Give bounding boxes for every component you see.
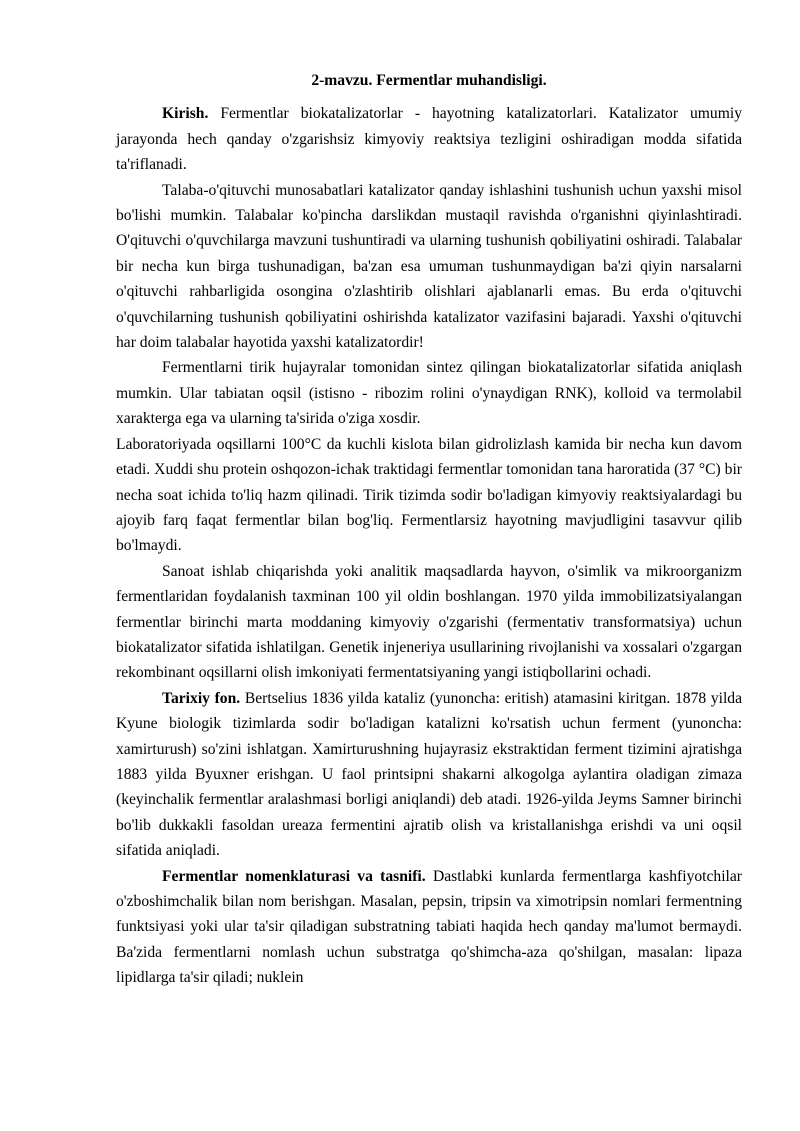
paragraph-laboratory [116,432,742,559]
document-page [116,68,742,991]
paragraph-text: Laboratoriyada oqsillarni 100°C da kuchli kislota bilan gidrolizlash kamida bir necha kun davom etadi. Xuddi shu protein oshqozon-ichak traktidagi fermentlar tomonidan tana haroratida (37 °C) bir necha soat ichida to'liq hazm qilinadi. Tirik tizimda sodir bo'ladigan kimyoviy reaktsiyalardagi bu ajoyib farq faqat fermentlar bilan bog'liq. Fermentlarsiz hayotning mavjudligini tasavvur qilib bo'lmaydi. [116,435,742,555]
paragraph-history [116,686,742,864]
paragraph-text: Talaba-o'qituvchi munosabatlari katalizator qanday ishlashini tushunish uchun yaxshi misol bo'lishi mumkin. Talabalar ko'pincha darslikdan mustaqil ravishda o'rganishni qiyinlashtiradi. O'qituvchi o'quvchilarga mavzuni tushuntiradi va ularning tushunish qobiliyatini oshiradi. Talabalar bir necha kun birga tushunadigan, ba'zan esa umuman tushunmaydigan ba'zi qiyin narsalarni o'qituvchi rahbarligida osongina o'zlashtirib olishlari ajablanarli emas. Bu erda o'qituvchi o'quvchilarning tushunish qobiliyatini oshirishda katalizator vazifasini bajaradi. Yaxshi o'qituvchi har doim talabalar hayotida yaxshi katalizatordir! [116,181,742,352]
document-title: 2-mavzu. Fermentlar muhandisligi. [311,72,547,89]
paragraph-teacher-analogy [116,178,742,356]
paragraph-introduction [116,101,742,177]
paragraph-text: Sanoat ishlab chiqarishda yoki analitik maqsadlarda hayvon, o'simlik va mikroorganizm fermentlaridan foydalanish taxminan 100 yil oldin boshlangan. 1970 yilda immobilizatsiyalangan fermentlar birinchi marta moddaning kimyoviy o'zgarishi (fermentativ transformatsiya) uchun biokatalizator sifatida ishlatilgan. Genetik injeneriya usullarining rivojlanishi va xossalari o'zgargan rekombinant oqsillarni olish imkoniyati fermentatsiyaning yangi istiqbollarini ochadi. [116,562,742,682]
paragraph-lead: Kirish. [162,105,209,123]
paragraph-text: Fermentlar biokatalizatorlar - hayotning katalizatorlari. Katalizator umumiy jarayonda hech qanday o'zgarishsiz kimyoviy reaktsiya tezligini oshiradigan modda sifatida ta'riflanadi. [116,105,742,174]
paragraph-industry [116,559,742,686]
paragraph-text: Fermentlarni tirik hujayralar tomonidan sintez qilingan biokatalizatorlar sifatida aniqlash mumkin. Ular tabiatan oqsil (istisno - ribozim rolini o'ynaydigan RNK), kolloid va termolabil xarakterga ega va ularning ta'sirida o'ziga xosdir. [116,359,742,428]
paragraph-lead: Fermentlar nomenklaturasi va tasnifi. [162,867,426,885]
paragraph-text: Dastlabki kunlarda fermentlarga kashfiyotchilar o'zboshimchalik bilan nom berishgan. Masalan, pepsin, tripsin va ximotripsin nomlari fermentning funktsiyasi yoki ular ta'sir qiladigan substratning tabiati haqida hech qanday ma'lumot bermaydi. Ba'zida fermentlarni nomlash uchun substratga qo'shimcha-aza qo'shilgan, masalan: lipaza lipidlarga ta'sir qiladi; nuklein [116,867,742,987]
paragraph-nomenclature [116,864,742,991]
paragraph-lead: Tarixiy fon. [162,689,241,707]
paragraph-enzyme-definition [116,355,742,431]
paragraph-text: Bertselius 1836 yilda kataliz (yunoncha: eritish) atamasini kiritgan. 1878 yilda Kyune biologik tizimlarda sodir bo'ladigan katalizni ko'rsatish uchun ferment (yunoncha: xamirturush) so'zini ishlatgan. Xamirturushning hujayrasiz ekstraktidan ferment tizimini ajratishga 1883 yilda Byuxner erishgan. U faol printsipni shakarni alkogolga aylantira oladigan zimaza (keyinchalik fermentlar aralashmasi borligi aniqlandi) deb atadi. 1926-yilda Jeyms Samner birinchi bo'lib dukkakli fasoldan ureaza fermentini ajratib olish va kristallanishga erishdi va uni oqsil sifatida aniqladi. [116,689,743,860]
